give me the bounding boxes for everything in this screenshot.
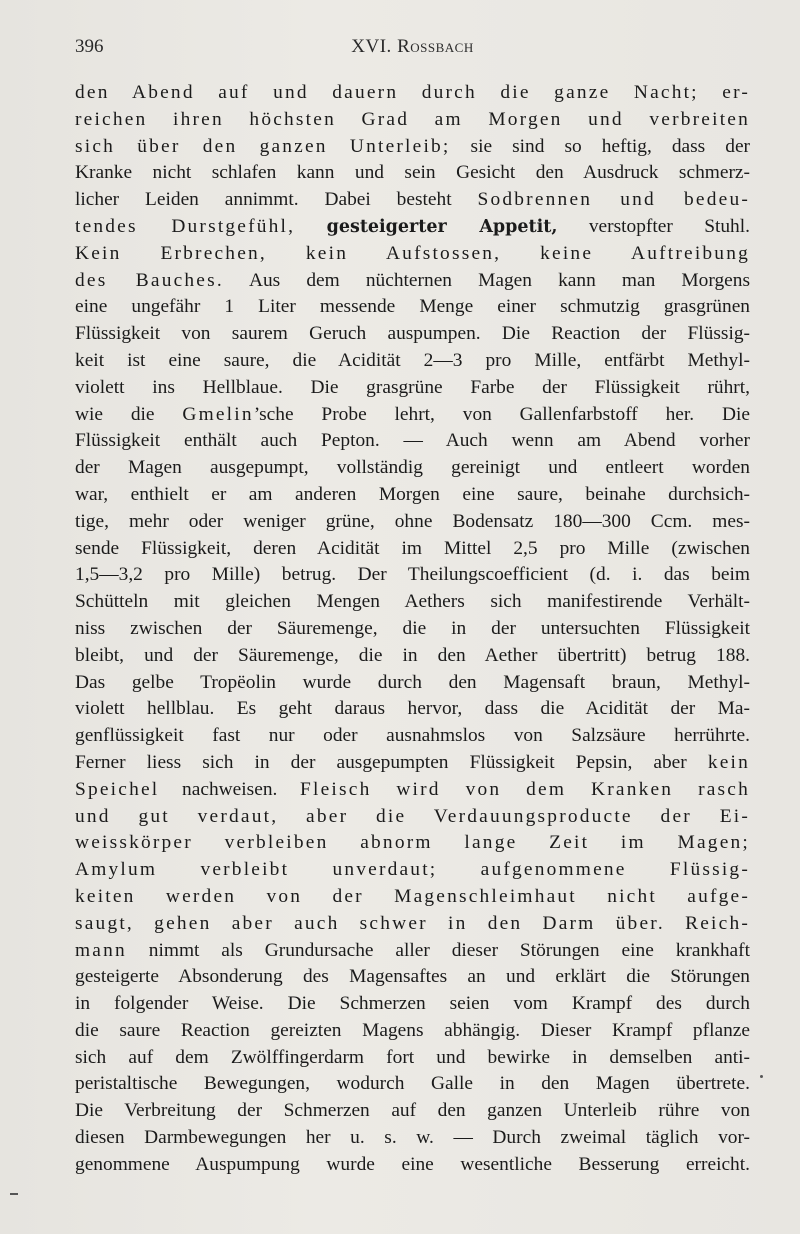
text-line: saugt, gehen aber auch schwer in den Darm über. Reich- bbox=[75, 912, 750, 934]
text-line: niss zwischen der Säuremenge, die in der untersuchten Flüssigkeit bbox=[75, 617, 750, 639]
body-text bbox=[75, 80, 750, 1179]
text-line: Schütteln mit gleichen Mengen Aethers sich manifestirende Verhält- bbox=[75, 591, 750, 613]
text-line: die saure Reaction gereizten Magens abhängig. Dieser Krampf pflanze bbox=[75, 1019, 750, 1041]
bold-phrase: gesteigerter Appetit, bbox=[326, 216, 558, 237]
text-line: keit ist eine saure, die Acidität 2—3 pro Mille, entfärbt Methyl- bbox=[75, 349, 750, 371]
text-line: sende Flüssigkeit, deren Acidität im Mittel 2,5 pro Mille (zwischen bbox=[75, 537, 750, 559]
text-line: Amylum verbleibt unverdaut; aufgenommene Flüssig- bbox=[75, 859, 750, 881]
text-line: Kein Erbrechen, kein Aufstossen, keine Auftreibung bbox=[75, 242, 750, 264]
page-header bbox=[75, 36, 750, 60]
ink-speck bbox=[760, 1075, 763, 1078]
text-line: keiten werden von der Magenschleimhaut nicht aufge- bbox=[75, 885, 750, 907]
text-line: des Bauches. Aus dem nüchternen Magen kann man Morgens bbox=[75, 269, 750, 291]
text-line: tige, mehr oder weniger grüne, ohne Bodensatz 180—300 Ccm. mes- bbox=[75, 510, 750, 532]
text-line: eine ungefähr 1 Liter messende Menge einer schmutzig grasgrünen bbox=[75, 296, 750, 318]
text-line: peristaltische Bewegungen, wodurch Galle in den Magen übertrete. bbox=[75, 1073, 750, 1095]
page-number: 396 bbox=[75, 36, 104, 57]
text-line: 1,5—3,2 pro Mille) betrug. Der Theilungscoefficient (d. i. das beim bbox=[75, 564, 750, 586]
text-line: Kranke nicht schlafen kann und sein Gesicht den Ausdruck schmerz- bbox=[75, 162, 750, 184]
text-line: den Abend auf und dauern durch die ganze Nacht; er- bbox=[75, 82, 750, 103]
text-line: genflüssigkeit fast nur oder ausnahmslos von Salzsäure herrührte. bbox=[75, 725, 750, 747]
text-line: in folgender Weise. Die Schmerzen seien vom Krampf des durch bbox=[75, 993, 750, 1015]
author-name: Rossbach bbox=[397, 36, 474, 57]
text-line: Die Verbreitung der Schmerzen auf den ganzen Unterleib rühre von bbox=[75, 1100, 750, 1122]
text-line: wie die Gmelin’sche Probe lehrt, von Gallenfarbstoff her. Die bbox=[75, 403, 750, 425]
text-line: tendes Durstgefühl, gesteigerter Appetit, verstopfter Stuhl. bbox=[75, 215, 750, 237]
text-line: der Magen ausgepumpt, vollständig gereinigt und entleert worden bbox=[75, 457, 750, 479]
text-line: gesteigerte Absonderung des Magensaftes an und erklärt die Störungen bbox=[75, 966, 750, 988]
running-head bbox=[75, 36, 750, 58]
text-line: mann nimmt als Grundursache aller dieser Störungen eine krankhaft bbox=[75, 939, 750, 961]
text-line: violett ins Hellblaue. Die grasgrüne Farbe der Flüssigkeit rührt, bbox=[75, 376, 750, 398]
chapter-number: XVI. bbox=[351, 36, 392, 57]
text-line: licher Leiden annimmt. Dabei besteht Sodbrennen und bedeu- bbox=[75, 189, 750, 211]
text-line: violett hellblau. Es geht daraus hervor, dass die Acidität der Ma- bbox=[75, 698, 750, 720]
text-line: Flüssigkeit von saurem Geruch auspumpen. Die Reaction der Flüssig- bbox=[75, 323, 750, 345]
text-line: weisskörper verbleiben abnorm lange Zeit im Magen; bbox=[75, 832, 750, 854]
text-line: Ferner liess sich in der ausgepumpten Flüssigkeit Pepsin, aber kein bbox=[75, 751, 750, 773]
text-line: und gut verdaut, aber die Verdauungsproducte der Ei- bbox=[75, 805, 750, 827]
margin-mark bbox=[10, 1193, 18, 1195]
text-line: bleibt, und der Säuremenge, die in den Aether übertritt) betrug 188. bbox=[75, 644, 750, 666]
text-line: sich auf dem Zwölffingerdarm fort und bewirke in demselben anti- bbox=[75, 1046, 750, 1068]
text-line: genommene Auspumpung wurde eine wesentliche Besserung erreicht. bbox=[75, 1153, 750, 1175]
text-line: sich über den ganzen Unterleib; sie sind so heftig, dass der bbox=[75, 135, 750, 157]
text-line: Das gelbe Tropëolin wurde durch den Magensaft braun, Methyl- bbox=[75, 671, 750, 693]
text-line: Flüssigkeit enthält auch Pepton. — Auch wenn am Abend vorher bbox=[75, 430, 750, 452]
text-line: Speichel nachweisen. Fleisch wird von dem Kranken rasch bbox=[75, 778, 750, 800]
text-line: war, enthielt er am anderen Morgen eine saure, beinahe durchsich- bbox=[75, 483, 750, 505]
text-line: diesen Darmbewegungen her u. s. w. — Durch zweimal täglich vor- bbox=[75, 1127, 750, 1149]
text-line: reichen ihren höchsten Grad am Morgen und verbreiten bbox=[75, 108, 750, 130]
